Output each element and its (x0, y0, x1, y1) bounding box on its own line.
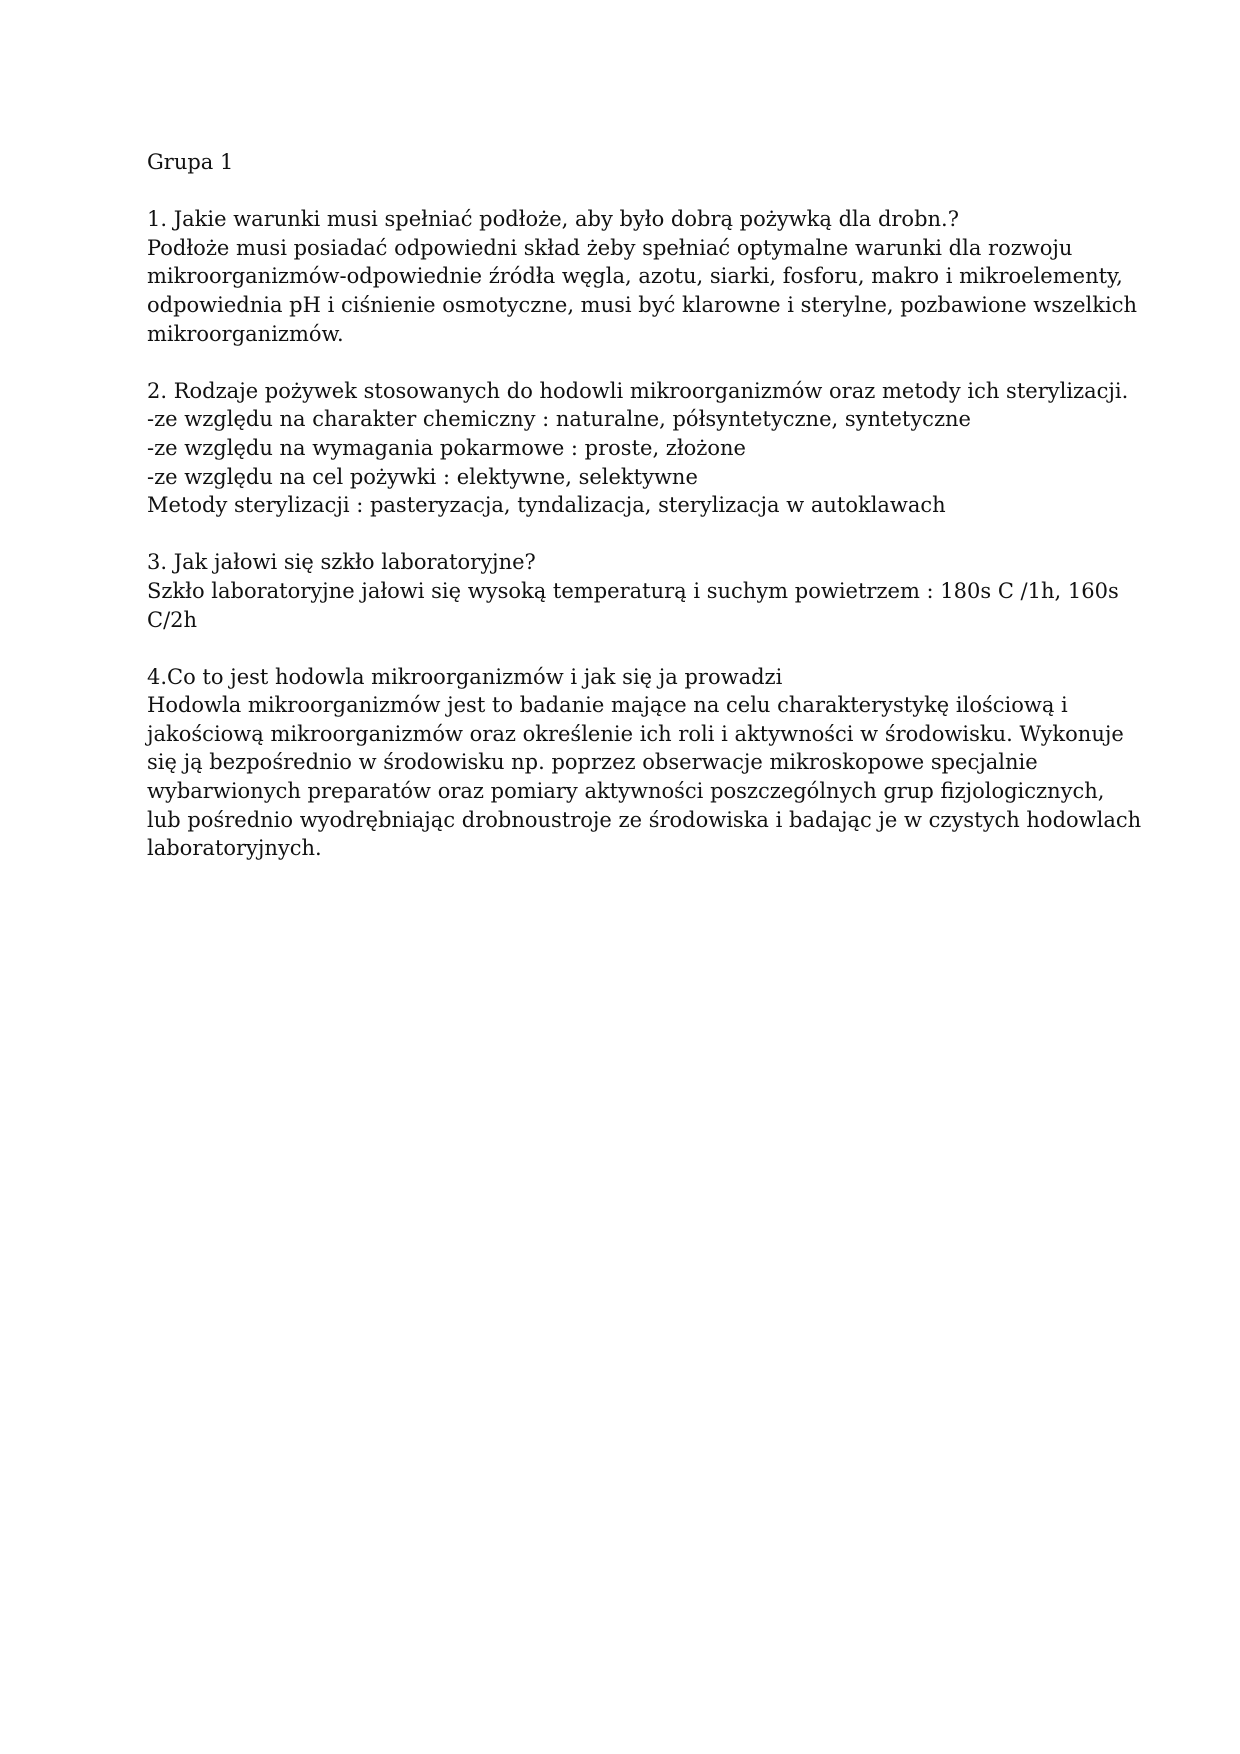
answer-1-line-2: mikroorganizmów-odpowiednie źródła węgla, azotu, siarki, fosforu, makro i mikroelementy, (147, 264, 1123, 289)
paragraph-spacer (147, 634, 1107, 663)
answer-4-line-5: lub pośrednio wyodrębniając drobnoustroje ze środowiska i badając je w czystych hodowlach (147, 807, 1142, 832)
question-2: 2. Rodzaje pożywek stosowanych do hodowli mikroorganizmów oraz metody ich sterylizacji. (147, 378, 1129, 403)
answer-4-line-1: Hodowla mikroorganizmów jest to badanie mające na celu charakterystykę ilościową i (147, 693, 1068, 718)
answer-4-line-3: się ją bezpośrednio w środowisku np. poprzez obserwacje mikroskopowe specjalnie (147, 750, 1038, 775)
answer-2-line-2: -ze względu na wymagania pokarmowe : proste, złożone (147, 435, 746, 460)
paragraph-spacer (147, 348, 1107, 377)
answer-4-line-6: laboratoryjnych. (147, 836, 322, 861)
page-heading: Grupa 1 (147, 150, 234, 174)
answer-2-line-1: -ze względu na charakter chemiczny : naturalne, półsyntetyczne, syntetyczne (147, 407, 971, 432)
answer-2-line-4: Metody sterylizacji : pasteryzacja, tyndalizacja, sterylizacja w autoklawach (147, 493, 946, 518)
answer-1-line-3: odpowiednia pH i ciśnienie osmotyczne, musi być klarowne i sterylne, pozbawione wszelkich (147, 292, 1137, 317)
answer-1-line-4: mikroorganizmów. (147, 321, 344, 346)
paragraph-spacer (147, 520, 1107, 549)
question-3: 3. Jak jałowi się szkło laboratoryjne? (147, 550, 536, 575)
answer-2-line-3: -ze względu na cel pożywki : elektywne, selektywne (147, 464, 698, 489)
answer-3-line-2: C/2h (147, 607, 198, 632)
answer-4-line-4: wybarwionych preparatów oraz pomiary aktywności poszczególnych grup fizjologicznych, (147, 779, 1105, 804)
answer-3-line-1: Szkło laboratoryjne jałowi się wysoką temperaturą i suchym powietrzem : 180s C /1h, 160s (147, 578, 1119, 603)
paragraph-spacer (147, 177, 1107, 206)
answer-1-line-1: Podłoże musi posiadać odpowiedni skład żeby spełniać optymalne warunki dla rozwoju (147, 235, 1073, 260)
answer-4-line-2: jakościową mikroorganizmów oraz określenie ich roli i aktywności w środowisku. Wykonuje (147, 721, 1124, 746)
question-4: 4.Co to jest hodowla mikroorganizmów i jak się ja prowadzi (147, 664, 783, 689)
document-body (147, 148, 1142, 863)
question-1: 1. Jakie warunki musi spełniać podłoże, aby było dobrą pożywką dla drobn.? (147, 207, 959, 232)
